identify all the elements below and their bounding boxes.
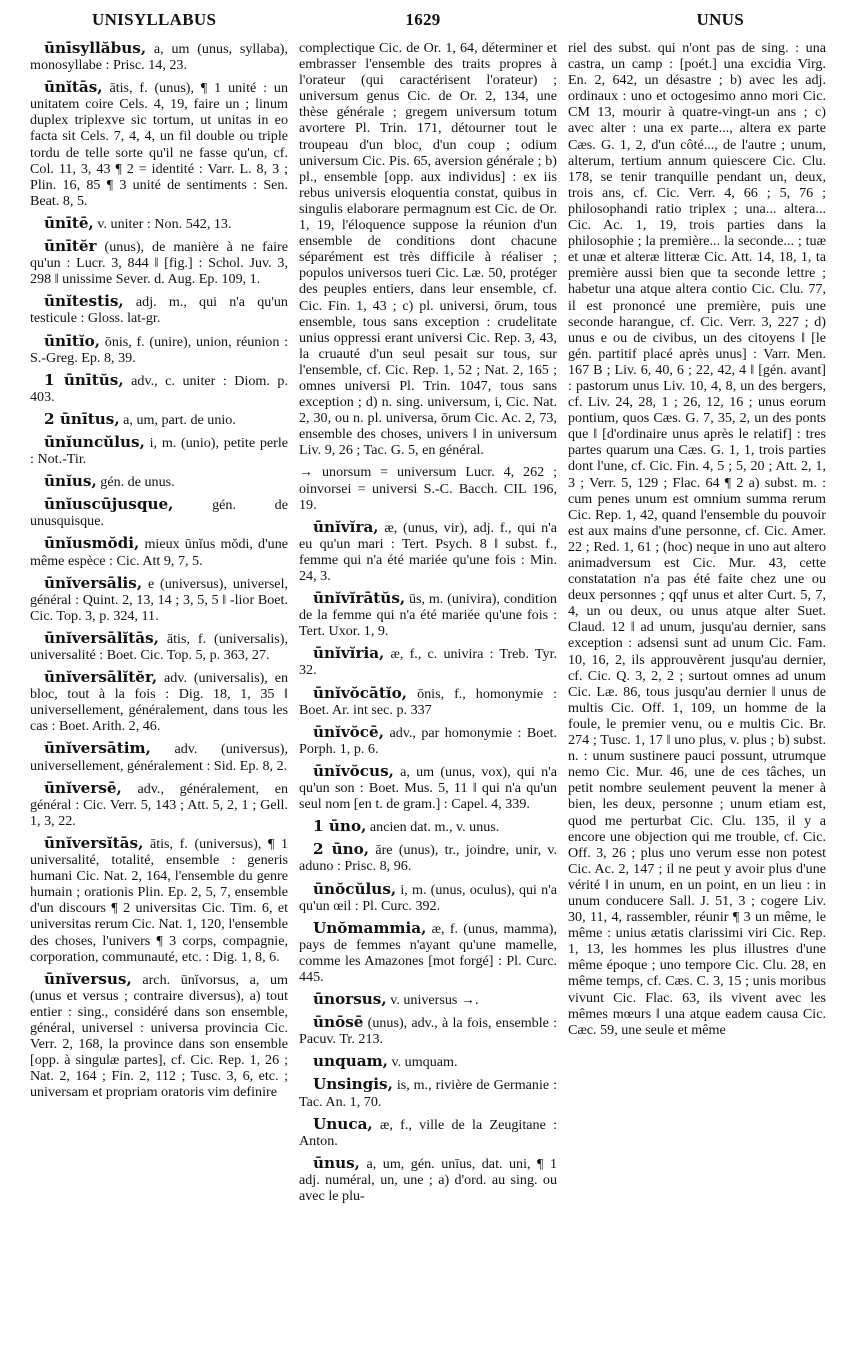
entry-headword: ūnōsē bbox=[313, 1013, 364, 1032]
entry-headword: ūnĭvĭria, bbox=[313, 644, 385, 663]
entry-definition: ōnis, f., homonymie : Boet. Ar. int sec. p. 337 bbox=[299, 685, 557, 718]
entry-definition: → unorsum = universum Lucr. 4, 262 ; oinvorsei = universi S.-C. Bacch. CIL 196, 19. bbox=[299, 464, 557, 513]
dictionary-entry bbox=[299, 40, 557, 458]
dictionary-entry bbox=[299, 519, 557, 584]
entry-headword: ūnĭvŏcātĭo, bbox=[313, 683, 408, 702]
entry-headword: ūnĭus, bbox=[44, 472, 97, 491]
entry-definition: v. uniter : Non. 542, 13. bbox=[97, 215, 232, 232]
entry-definition: arch. ūnĭvorsus, a, um (unus et versus ; contraire diversus), a) tout entier : sing., considéré dans son ensemble, général, universel : universa provincia Cic. Verr. 2, 168, la province dans son ensemble [opp. à singulæ partes], cf. Cic. Rep. 1, 26 ; Nat. 2, 164 ; Fin. 2, 112 ; Tusc. 3, 6, etc. ; universam et propriam oratoris vim definire bbox=[30, 971, 288, 1101]
entry-headword: ūnĭvŏcus, bbox=[313, 761, 394, 780]
entry-definition: a, um, part. de unio. bbox=[123, 411, 236, 428]
entry-definition: (unus), de manière à ne faire qu'un : Lucr. 3, 844 ‖ [fig.] : Schol. Juv. 3, 298 ‖ unissime Sever. d. Aug. Ep. 109, 1. bbox=[30, 239, 288, 288]
entry-headword: ūnĭversālis, bbox=[44, 573, 143, 592]
entry-definition: i, m. (unio), petite perle : Not.-Tir. bbox=[30, 434, 288, 468]
entry-headword: unquam, bbox=[313, 1052, 388, 1071]
entry-definition: adv. (universalis), en bloc, tout à la fois : Dig. 18, 1, 35 ‖ universellement, généralement, dans tous les cas : Boet. Arith. 2, 46. bbox=[30, 670, 288, 735]
dictionary-entry bbox=[299, 590, 557, 639]
entry-headword: ūnĭversus, bbox=[44, 969, 132, 988]
entry-headword: ūnĭversĭtās, bbox=[44, 833, 144, 852]
entry-headword: ūnītĕr bbox=[44, 237, 97, 256]
entry-definition: æ, f. (unus, mamma), pays de femmes n'ayant qu'une mamelle, comme les Amazones [mot forgé] : Pl. Curc. 445. bbox=[299, 920, 557, 985]
entry-headword: ūnĭuncŭlus, bbox=[44, 432, 145, 451]
dictionary-entry bbox=[30, 372, 288, 405]
entry-definition: æ, f., ville de la Zeugitane : Anton. bbox=[299, 1116, 557, 1149]
dictionary-columns bbox=[30, 40, 828, 1336]
entry-headword: ūnĭtās, bbox=[44, 78, 103, 97]
entry-definition: e (universus), universel, général : Quint. 2, 13, 14 ; 3, 5, 5 ‖ -lior Boet. Cic. Top. 3, p. 324, 11. bbox=[30, 575, 288, 624]
dictionary-entry bbox=[30, 411, 288, 428]
entry-definition: (unus), adv., à la fois, ensemble : Pacuv. Tr. 213. bbox=[299, 1015, 557, 1048]
entry-definition: æ, (unus, vir), adj. f., qui n'a eu qu'un mari : Tert. Psych. 8 ‖ subst. f., femme qui n'a été mariée qu'une fois : Min. 24, 3. bbox=[299, 519, 557, 584]
entry-definition: āre (unus), tr., joindre, unir, v. aduno : Prisc. 8, 96. bbox=[299, 842, 557, 875]
entry-definition: gén. de unus. bbox=[100, 474, 175, 491]
entry-headword: ūnŏcŭlus, bbox=[313, 879, 397, 898]
entry-definition: ōnis, f. (unire), union, réunion : S.-Greg. Ep. 8, 39. bbox=[30, 333, 288, 366]
entry-headword: 1 ūnītŭs, bbox=[44, 370, 124, 389]
dictionary-entry bbox=[299, 1053, 557, 1070]
entry-definition: adv., par homonymie : Boet. Porph. 1, p. 6. bbox=[299, 724, 557, 757]
dictionary-entry bbox=[30, 40, 288, 73]
dictionary-entry bbox=[299, 763, 557, 812]
dictionary-entry bbox=[30, 496, 288, 529]
dictionary-entry bbox=[299, 841, 557, 874]
entry-headword: ūnĭversātim, bbox=[44, 739, 151, 758]
entry-definition: ātis, f. (universus), ¶ 1 universalité, totalité, ensemble : generis humani Cic. Nat. 2, 164, l'ensemble du genre humain ; orationis Plin. Ep. 2, 5, 7, ensemble d'un discours ¶ 2 universitas Cic. Tim. 6, et universitas rerum Cic. Nat. 1, 120, l'ensemble des choses, l'univers ¶ 3 corps, compagnie, corporation, communauté, etc. : Dig. 1, 8, 6. bbox=[30, 835, 288, 965]
entry-headword: ūnītĭo, bbox=[44, 331, 101, 350]
dictionary-entry bbox=[299, 1014, 557, 1047]
entry-headword: Unsingis, bbox=[313, 1075, 393, 1094]
entry-headword: ūnĭusmŏdi, bbox=[44, 534, 140, 553]
entry-definition: v. universus →. bbox=[390, 992, 479, 1009]
column-2 bbox=[299, 40, 557, 1336]
dictionary-entry bbox=[30, 434, 288, 467]
entry-headword: ūnĭversē, bbox=[44, 778, 122, 797]
dictionary-entry bbox=[299, 1116, 557, 1149]
entry-headword: 2 ūnītus, bbox=[44, 409, 120, 428]
entry-headword: ūnĭvĭra, bbox=[313, 517, 379, 536]
entry-definition: ātis, f. (unus), ¶ 1 unité : un unitatem coire Cels. 4, 19, faire un ; linum duplex triplexve sic tortum, ut unitas in eo facta sit Cels. 7, 4, 4, un fil double ou triple tordu de telle sorte qu'il ne fasse qu'un, cf. Col. 11, 3, 43 ¶ 2 = identité : Varr. L. 8, 3 ; Plin. 16, 85 ¶ 3 unité de sentiments : Sen. Beat. 8, 5. bbox=[30, 80, 288, 209]
entry-definition: v. umquam. bbox=[391, 1054, 458, 1071]
dictionary-entry bbox=[299, 991, 557, 1008]
entry-definition: adv., généralement, en général : Cic. Verr. 5, 143 ; Att. 5, 2, 1 ; Gell. 1, 3, 22. bbox=[30, 780, 288, 829]
dictionary-entry bbox=[299, 881, 557, 914]
entry-definition: a, um (unus, vox), qui n'a qu'un son : Boet. Mus. 5, 11 ‖ qui n'a qu'un seul nom [en t. de gram.] : Capel. 4, 339. bbox=[299, 763, 557, 813]
running-head-left: UNISYLLABUS bbox=[92, 10, 217, 29]
column-1 bbox=[30, 40, 288, 1336]
dictionary-entry bbox=[299, 1076, 557, 1109]
entry-definition: adj. m., qui n'a qu'un testicule : Gloss. lat-gr. bbox=[30, 294, 288, 327]
column-3 bbox=[568, 40, 826, 1336]
dictionary-entry bbox=[299, 685, 557, 718]
entry-headword: ūnĭversālĭtās, bbox=[44, 628, 159, 647]
dictionary-entry bbox=[568, 40, 826, 1038]
entry-headword: ūnītē, bbox=[44, 213, 94, 232]
dictionary-entry bbox=[30, 238, 288, 287]
dictionary-entry bbox=[30, 473, 288, 490]
entry-headword: 2 ūno, bbox=[313, 840, 370, 859]
dictionary-entry bbox=[299, 1155, 557, 1204]
entry-headword: ūnĭversālĭtĕr, bbox=[44, 668, 158, 687]
entry-definition: mieux ūnĭus mŏdi, d'une même espèce : Cic. Att 9, 7, 5. bbox=[30, 536, 288, 569]
entry-definition: ātis, f. (universalis), universalité : Boet. Cic. Top. 5, p. 363, 27. bbox=[30, 630, 288, 663]
entry-definition: a, um, gén. unīus, dat. uni, ¶ 1 adj. numéral, un, une ; a) d'ord. au sing. ou avec le plu- bbox=[299, 1155, 557, 1204]
dictionary-entry bbox=[299, 724, 557, 757]
entry-definition: riel des subst. qui n'ont pas de sing. : una castra, un camp : [poét.] una excidia Virg. En. 2, 642, un désastre ; b) avec les adj. ordinaux : uno et octogesimo anno mori Cic. CM 13, mourir à quatre-vingt-un ans ; c) avec alter : una ex parte..., altera ex parte Cæs. G. 1, 2, d'un côté..., de l'autre ; unum, alterum, tertium annum quiescere Cic. Clu. 178, se tenir tranquille pendant un, deux, trois ans, cf. Cic. Verr. 4, 66 ; 5, 76 ; philosophandi ratio triplex ; una... altera... Cic. Ac. 1, 19, trois parties dans la philosophie ; la première... la seconde... ; tuæ et unæ et alteræ litteræ Cic. Att. 14, 18, 1, ta première aussi bien que ta seconde lettre ; habetur una atque altera contio Cic. Clu. 77, il est prononcé une première, puis une seconde harangue, cf. Cic. Verr. 3, 227 ; d) unus e ou de civibus, un des citoyens ‖ [le gén. partitif placé après unus] : Varr. Men. 167 B ; Liv. 6, 40, 6 ; 22, 42, 4 ‖ [gén. avant] : pastorum unus Liv. 10, 4, 8, un des bergers, cf. Liv. 24, 28, 1 ; 26, 12, 16 ; unus eorum pontium, quos Cæs. G. 7, 35, 2, un des ponts que ‖ [d'ordinaire unus après le relatif] : tres partes quarum una Cæs. G. 1, 1, trois parties dont l'une, cf. Cic. Fin. 4, 5 ; 5, 20 ; Att. 2, 1, 3 ; Verr. 5, 129 ; Flac. 64 ¶ 2 a) subst. m. : cum penes unum est omnium summa rerum Cic. Rep. 1, 42, quand l'ensemble du pouvoir est aux mains d'une personne, cf. Cic. Amer. 22 ; Red. 1, 61 ; (hoc) neque in uno aut altero animadversum est Cic. Mur. 43, cette constatation n'a pas été faite chez une ou deux personnes ; qqf unus et alter Curt. 5, 7, 4, un ou deux, ou unus atque alter Suet. Claud. 12 ‖ ad unum, jusqu'au dernier, sans exception : adsensi sunt ad unum Cic. Fam. 10, 16, 2, ils approuvèrent jusqu'au dernier, cf. Cic. Q. 3, 2, 2 ; surtout omnes ad unum Cic. Læ. 86, tous jusqu'au dernier ‖ unus de multis Cic. Off. 1, 109, un homme de la foule, le premier venu, ou e multis Cic. Br. 274 ; Tusc. 1, 17 ‖ uno plus, v. plus ; b) subst. n. : unum sustinere pauci possunt, utrumque nemo Cic. Mur. 46, une de ces tâches, un petit nombre seulement peuvent la mener à bien, les deux, personne ; unum etiam est, quod me perturbat Cic. Clu. 135, il y a encore une objection qui me trouble, cf. Cic. Off. 3, 26 ; plus uno verum esse non potest Cic. Ac. 2, 147 ; il ne peut y avoir plus d'une vérité ‖ in unum, en un point, en un lieu : in unum conducere Sall. J. 51, 3 ; cogere Liv. 30, 11, 4, rassembler, réunir ¶ 3 un même, le même : unius ætatis clarissimi viri Cic. Rep. 1, 13, les hommes les plus illustres d'une même époque ; uno tempore Cic. Clu. 28, en même temps, cf. Cæs. C. 3, 15 ; unis moribus vivunt Cic. Flac. 63, ils vivent avec les mêmes mœurs ‖ una atque eadem causa Cic. Cæc. 59, une seule et même bbox=[568, 40, 826, 1038]
entry-headword: ūnĭvŏcē, bbox=[313, 722, 385, 741]
dictionary-entry bbox=[299, 464, 557, 512]
entry-definition: ūs, m. (univira), condition de la femme qui n'a été mariée qu'une fois : Tert. Uxor. 1, 9. bbox=[299, 591, 557, 640]
dictionary-entry bbox=[30, 575, 288, 624]
dictionary-entry bbox=[30, 79, 288, 209]
dictionary-entry bbox=[30, 740, 288, 773]
running-head-right: UNUS bbox=[696, 10, 744, 29]
dictionary-entry bbox=[30, 780, 288, 829]
dictionary-entry bbox=[30, 215, 288, 232]
entry-headword: ūnīsyllăbus, bbox=[44, 40, 147, 57]
entry-definition: a, um (unus, syllaba), monosyllabe : Prisc. 14, 23. bbox=[30, 41, 288, 74]
entry-definition: adv., c. uniter : Diom. p. 403. bbox=[30, 372, 288, 405]
entry-headword: Unuca, bbox=[313, 1114, 373, 1133]
entry-definition: is, m., rivière de Germanie : Tac. An. 1, 70. bbox=[299, 1077, 557, 1110]
dictionary-entry bbox=[30, 971, 288, 1101]
dictionary-entry bbox=[30, 630, 288, 663]
dictionary-entry bbox=[30, 535, 288, 568]
entry-definition: adv. (universus), universellement, généralement : Sid. Ep. 8, 2. bbox=[30, 741, 288, 774]
dictionary-entry bbox=[299, 645, 557, 678]
entry-headword: ūnus, bbox=[313, 1153, 360, 1172]
entry-definition: gén. de unusquisque. bbox=[30, 497, 288, 530]
dictionary-entry bbox=[30, 669, 288, 734]
entry-headword: Unŏmammia, bbox=[313, 918, 427, 937]
page-number: 1629 bbox=[405, 10, 441, 29]
entry-headword: 1 ūno, bbox=[313, 817, 367, 836]
entry-headword: ūnĭvĭrātŭs, bbox=[313, 589, 406, 608]
dictionary-entry bbox=[299, 920, 557, 985]
entry-headword: ūnorsus, bbox=[313, 990, 387, 1009]
entry-definition: ancien dat. m., v. unus. bbox=[369, 819, 500, 836]
page-header bbox=[0, 10, 846, 34]
entry-definition: æ, f., c. univira : Treb. Tyr. 32. bbox=[299, 646, 557, 679]
entry-definition: i, m. (unus, oculus), qui n'a qu'un œil : Pl. Curc. 392. bbox=[299, 881, 557, 914]
dictionary-entry bbox=[30, 333, 288, 366]
entry-headword: ūnĭuscūjusque, bbox=[44, 495, 174, 514]
dictionary-entry bbox=[30, 835, 288, 965]
entry-definition: complectique Cic. de Or. 1, 64, déterminer et embrasser l'ensemble des traits propres à l'orateur (qui caractérisent l'orateur) ; universum genus Cic. de Or. 2, 134, une thèse générale ; gregem universum totum avortere Pl. Trin. 171, détourner tout le troupeau d'un bloc, d'un coup ; odium universum Cic. Pis. 65, aversion générale ; b) pl., ensemble [opp. aux individus] : ex iis rebus universis eloquentia constat, quibus in singulis elaborare permagnum est Cic. de Or. 1, 19, l'éloquence suppose la réunion d'un ensemble de conditions dont chacune séparément est très difficile à réaliser ; populos universos tueri Cic. Læ. 50, protéger des peuples entiers, dans leur ensemble, cf. Cic. Fin. 1, 43 ; c) pl. universi, ōrum, tous ensemble, tous sans exception : crudelitate unius oppressi erant universi Cic. Rep. 3, 43, la cruauté d'un seul pesait sur tous, sur l'ensemble, cf. Cic. Rep. 1, 52 ; Nat. 2, 165 ; omnes universi Pl. Trin. 1047, tous sans exception ; d) n. sing. universum, i, Cic. Nat. 2, 30, ou n. pl. universa, ōrum Cic. Ac. 2, 73, ensemble des choses, univers ‖ in universum Liv. 9, 26 ; Tac. G. 5, en général. bbox=[299, 40, 557, 459]
entry-headword: ūnĭtestis, bbox=[44, 292, 124, 311]
dictionary-entry bbox=[30, 293, 288, 326]
dictionary-entry bbox=[299, 818, 557, 835]
